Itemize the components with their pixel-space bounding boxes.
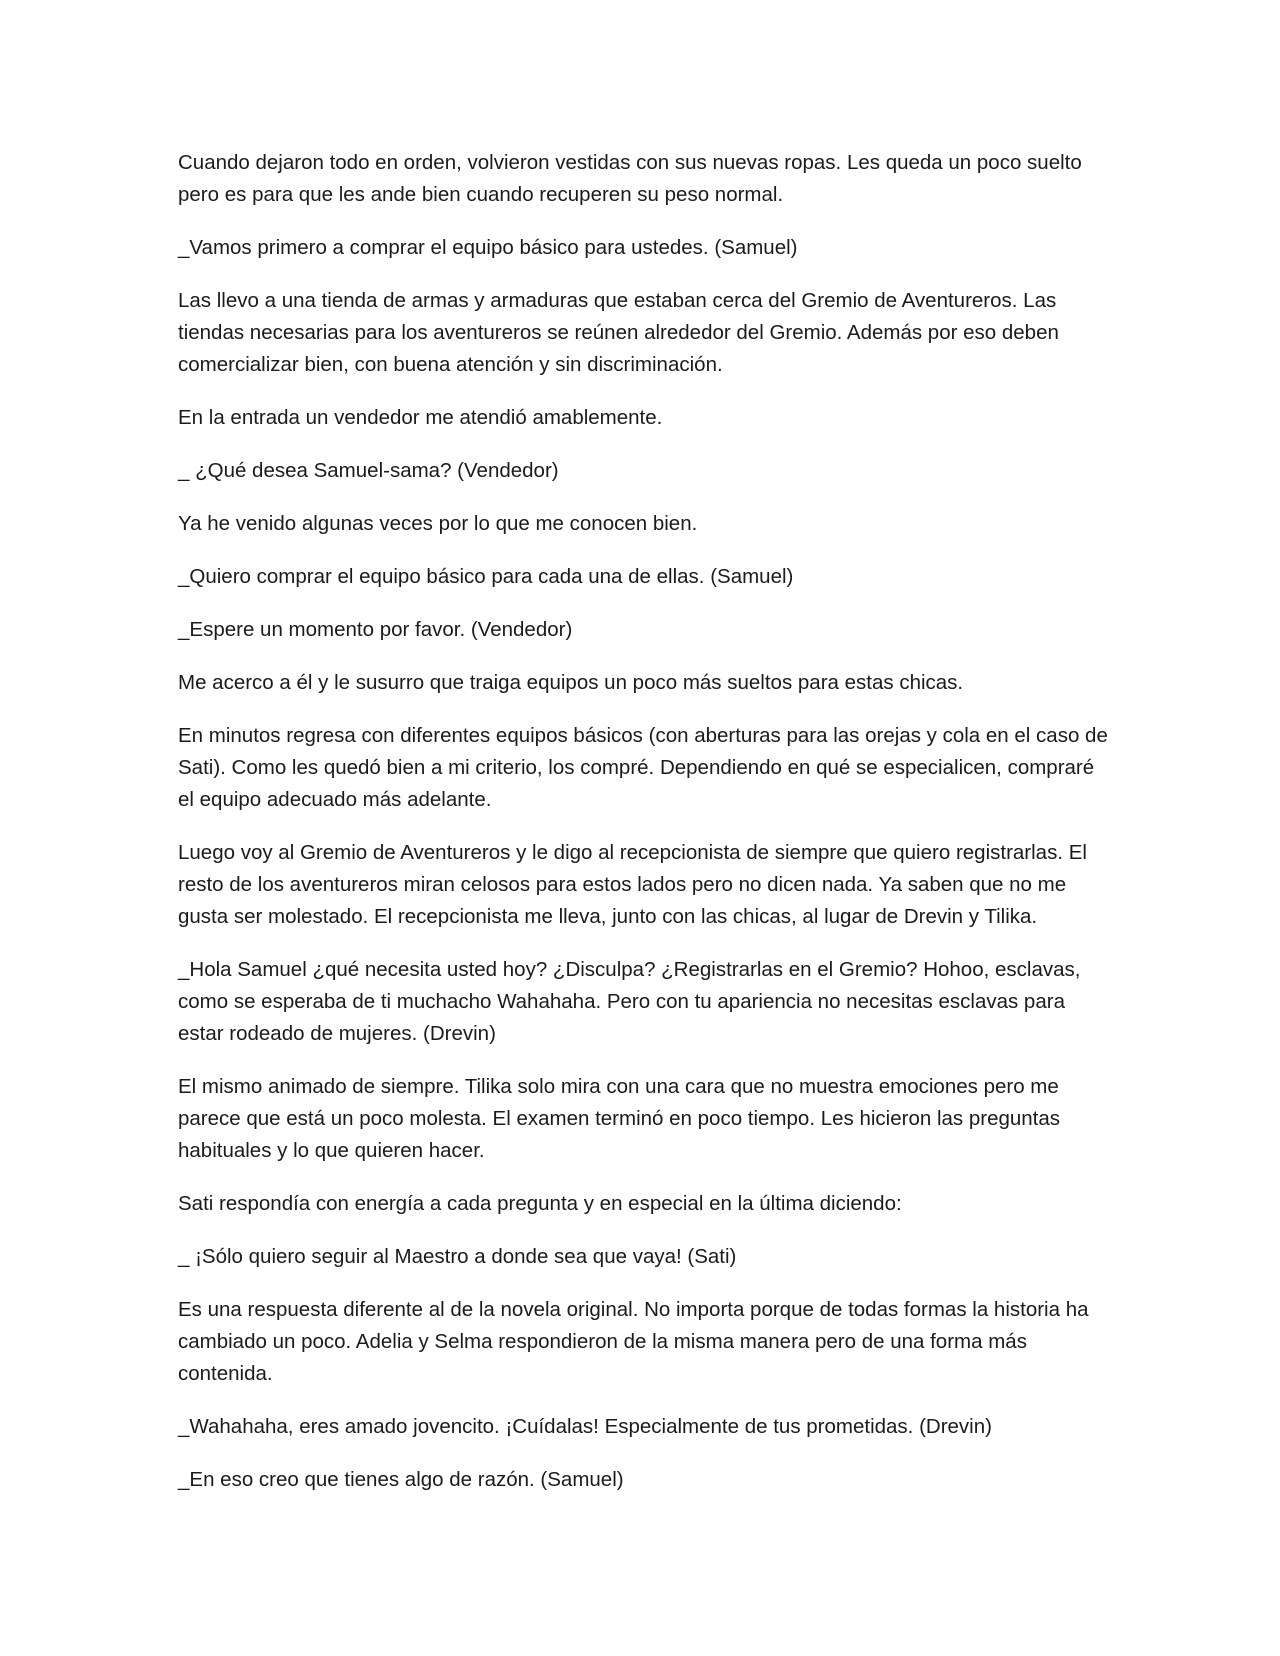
paragraph-8: _Espere un momento por favor. (Vendedor) [178, 618, 573, 641]
paragraph-6: Ya he venido algunas veces por lo que me conocen bien. [178, 512, 698, 535]
paragraph-9: Me acerco a él y le susurro que traiga equipos un poco más sueltos para estas chicas. [178, 671, 964, 694]
paragraph-18: _En eso creo que tienes algo de razón. (Samuel) [178, 1468, 624, 1491]
paragraph-14: Sati respondía con energía a cada pregunta y en especial en la última diciendo: [178, 1192, 902, 1215]
paragraph-7: _Quiero comprar el equipo básico para cada una de ellas. (Samuel) [178, 565, 794, 588]
paragraph-5: _ ¿Qué desea Samuel-sama? (Vendedor) [178, 459, 559, 482]
paragraph-13: El mismo animado de siempre. Tilika solo mira con una cara que no muestra emociones pero me parece que está un poco molesta. El examen terminó en poco tiempo. Les hicieron las preguntas habituales y lo que quieren hacer. [178, 1075, 1061, 1162]
paragraph-17: _Wahahaha, eres amado jovencito. ¡Cuídalas! Especialmente de tus prometidas. (Drevin) [178, 1415, 992, 1438]
paragraph-11: Luego voy al Gremio de Aventureros y le digo al recepcionista de siempre que quiero registrarlas. El resto de los aventureros miran celosos para estos lados pero no dicen nada. Ya saben que no me gusta ser molestado. El recepcionista me lleva, junto con las chicas, al lugar de Drevin y Tilika. [178, 841, 1087, 928]
paragraph-10: En minutos regresa con diferentes equipos básicos (con aberturas para las orejas y cola en el caso de Sati). Como les quedó bien a mi criterio, los compré. Dependiendo en qué se especialicen, compraré el equipo adecuado más adelante. [178, 724, 1108, 811]
paragraph-3: Las llevo a una tienda de armas y armaduras que estaban cerca del Gremio de Aventureros. Las tiendas necesarias para los aventureros se reúnen alrededor del Gremio. Además por eso deben comercializar bien, con buena atención y sin discriminación. [178, 289, 1059, 376]
paragraph-12: _Hola Samuel ¿qué necesita usted hoy? ¿Disculpa? ¿Registrarlas en el Gremio? Hohoo, esclavas, como se esperaba de ti muchacho Wahahaha. Pero con tu apariencia no necesitas esclavas para estar rodeado de mujeres. (Drevin) [178, 958, 1081, 1045]
paragraph-15: _ ¡Sólo quiero seguir al Maestro a donde sea que vaya! (Sati) [178, 1245, 737, 1268]
document-body [178, 147, 1108, 1517]
paragraph-4: En la entrada un vendedor me atendió amablemente. [178, 406, 663, 429]
paragraph-16: Es una respuesta diferente al de la novela original. No importa porque de todas formas la historia ha cambiado un poco. Adelia y Selma respondieron de la misma manera pero de una forma más contenida. [178, 1298, 1089, 1385]
paragraph-1: Cuando dejaron todo en orden, volvieron vestidas con sus nuevas ropas. Les queda un poco suelto pero es para que les ande bien cuando recuperen su peso normal. [178, 151, 1082, 206]
paragraph-2: _Vamos primero a comprar el equipo básico para ustedes. (Samuel) [178, 236, 798, 259]
